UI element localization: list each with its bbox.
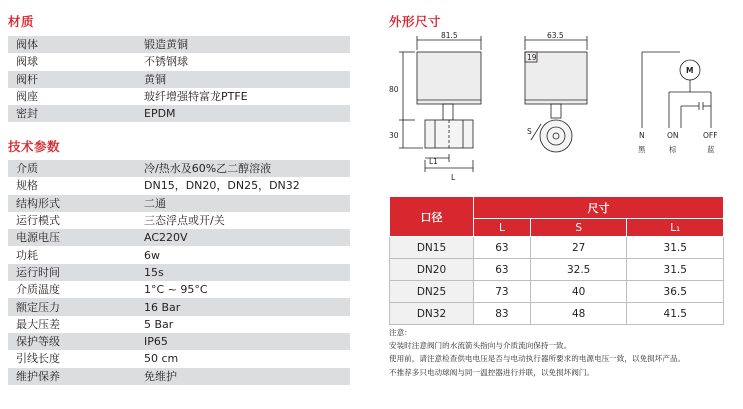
spec-row [8, 316, 350, 333]
spec-row [8, 71, 350, 88]
spec-value: 16 Bar [144, 300, 181, 314]
spec-value: 1°C ~ 95°C [144, 283, 208, 297]
size-cell-l: 73 [474, 281, 531, 303]
spec-key: 保护等级 [16, 335, 60, 349]
spec-value: 6w [144, 248, 160, 262]
spec-key: 规格 [16, 179, 38, 193]
dim-height-top: 80 [389, 85, 399, 94]
dim-l1: L1 [429, 157, 438, 166]
spec-value: 冷/热水及60%乙二醇溶液 [144, 162, 272, 176]
spec-key: 结构形式 [16, 196, 60, 210]
size-cell-l1: 41.5 [627, 303, 724, 325]
size-cell-l: 83 [474, 303, 531, 325]
size-cell-s: 32.5 [530, 259, 627, 281]
spec-key: 介质 [16, 162, 38, 176]
spec-value: 免维护 [144, 369, 177, 383]
size-cell-s: 40 [530, 281, 627, 303]
size-cell-l: 63 [474, 259, 531, 281]
size-cell-dn: DN25 [390, 281, 474, 303]
size-row [390, 259, 724, 281]
spec-value: 锻造黄铜 [144, 38, 188, 52]
wire-on: ON [667, 131, 679, 140]
spec-key: 最大压差 [16, 317, 60, 331]
spec-row [8, 160, 350, 177]
wire-black: 黑 [638, 145, 646, 154]
spec-key: 维护保养 [16, 369, 60, 383]
spec-row [8, 36, 350, 53]
spec-row [8, 298, 350, 315]
spec-value: AC220V [144, 231, 188, 245]
size-cell-l: 63 [474, 237, 531, 259]
spec-row [8, 177, 350, 194]
col-size: 尺寸 [474, 197, 724, 219]
dim-height-bottom: 30 [389, 131, 399, 140]
spec-row [8, 368, 350, 385]
size-cell-l1: 31.5 [627, 259, 724, 281]
dim-depth: 19 [527, 53, 537, 62]
notes [389, 326, 685, 379]
spec-row [8, 229, 350, 246]
motor-label: M [686, 66, 694, 75]
tech-params-table [8, 160, 350, 385]
note-line-1: 安装时注意阀门的水流箭头指向与介质流向保持一致。 [389, 341, 572, 351]
spec-key: 运行模式 [16, 214, 60, 228]
spec-key: 运行时间 [16, 265, 60, 279]
spec-value: EPDM [144, 107, 176, 121]
tech-params-title: 技术参数 [8, 139, 61, 154]
wire-blue: 蓝 [707, 145, 715, 154]
note-line-2: 使用前，请注意检查供电电压是否与电动执行器所要求的电源电压一致，以免损坏产品。 [389, 354, 686, 364]
size-cell-s: 27 [530, 237, 627, 259]
spec-key: 阀体 [16, 38, 38, 52]
spec-row [8, 350, 350, 367]
note-line-3: 不推荐多只电动球阀与同一温控器进行并联，以免损坏阀门。 [389, 367, 595, 377]
spec-row [8, 281, 350, 298]
spec-key: 密封 [16, 107, 38, 121]
spec-value: 5 Bar [144, 317, 174, 331]
spec-key: 额定压力 [16, 300, 60, 314]
col-s: S [530, 219, 627, 237]
dimension-drawing [385, 30, 740, 190]
spec-value: 不锈钢球 [144, 55, 188, 69]
spec-key: 功耗 [16, 248, 38, 262]
spec-row [8, 246, 350, 263]
size-row [390, 237, 724, 259]
col-caliber: 口径 [390, 197, 474, 237]
materials-table [8, 36, 350, 122]
dim-l: L [451, 173, 456, 182]
spec-row [8, 195, 350, 212]
spec-key: 阀球 [16, 55, 38, 69]
col-l: L [474, 219, 531, 237]
spec-key: 电源电压 [16, 231, 60, 245]
dim-s: S [527, 127, 532, 136]
spec-row [8, 53, 350, 70]
spec-value: 15s [144, 265, 164, 279]
spec-value: 三态浮点或开/关 [144, 214, 225, 228]
materials-title: 材质 [8, 14, 35, 29]
spec-row [8, 88, 350, 105]
size-table [389, 196, 724, 325]
size-row [390, 281, 724, 303]
spec-value: DN15，DN20，DN25，DN32 [144, 179, 300, 193]
spec-key: 阀座 [16, 90, 38, 104]
wire-n: N [639, 131, 645, 140]
size-cell-dn: DN32 [390, 303, 474, 325]
spec-key: 介质温度 [16, 283, 60, 297]
col-l1: L₁ [627, 219, 724, 237]
size-cell-s: 48 [530, 303, 627, 325]
spec-row [8, 105, 350, 122]
spec-row [8, 333, 350, 350]
spec-value: 二通 [144, 196, 166, 210]
wire-off: OFF [703, 131, 718, 140]
spec-key: 阀杆 [16, 72, 38, 86]
size-cell-dn: DN15 [390, 237, 474, 259]
dimensions-title: 外形尺寸 [389, 14, 442, 29]
size-row [390, 303, 724, 325]
dim-width-side: 63.5 [547, 31, 564, 40]
spec-row [8, 264, 350, 281]
spec-value: IP65 [144, 335, 168, 349]
spec-value: 黄铜 [144, 72, 166, 86]
spec-key: 引线长度 [16, 352, 60, 366]
size-cell-l1: 36.5 [627, 281, 724, 303]
notes-title: 注意： [389, 328, 412, 337]
size-cell-l1: 31.5 [627, 237, 724, 259]
dim-width-front: 81.5 [441, 31, 458, 40]
spec-value: 50 cm [144, 352, 179, 366]
spec-row [8, 212, 350, 229]
wire-brown: 棕 [669, 145, 677, 154]
spec-value: 玻纤增强特富龙PTFE [144, 90, 248, 104]
size-cell-dn: DN20 [390, 259, 474, 281]
